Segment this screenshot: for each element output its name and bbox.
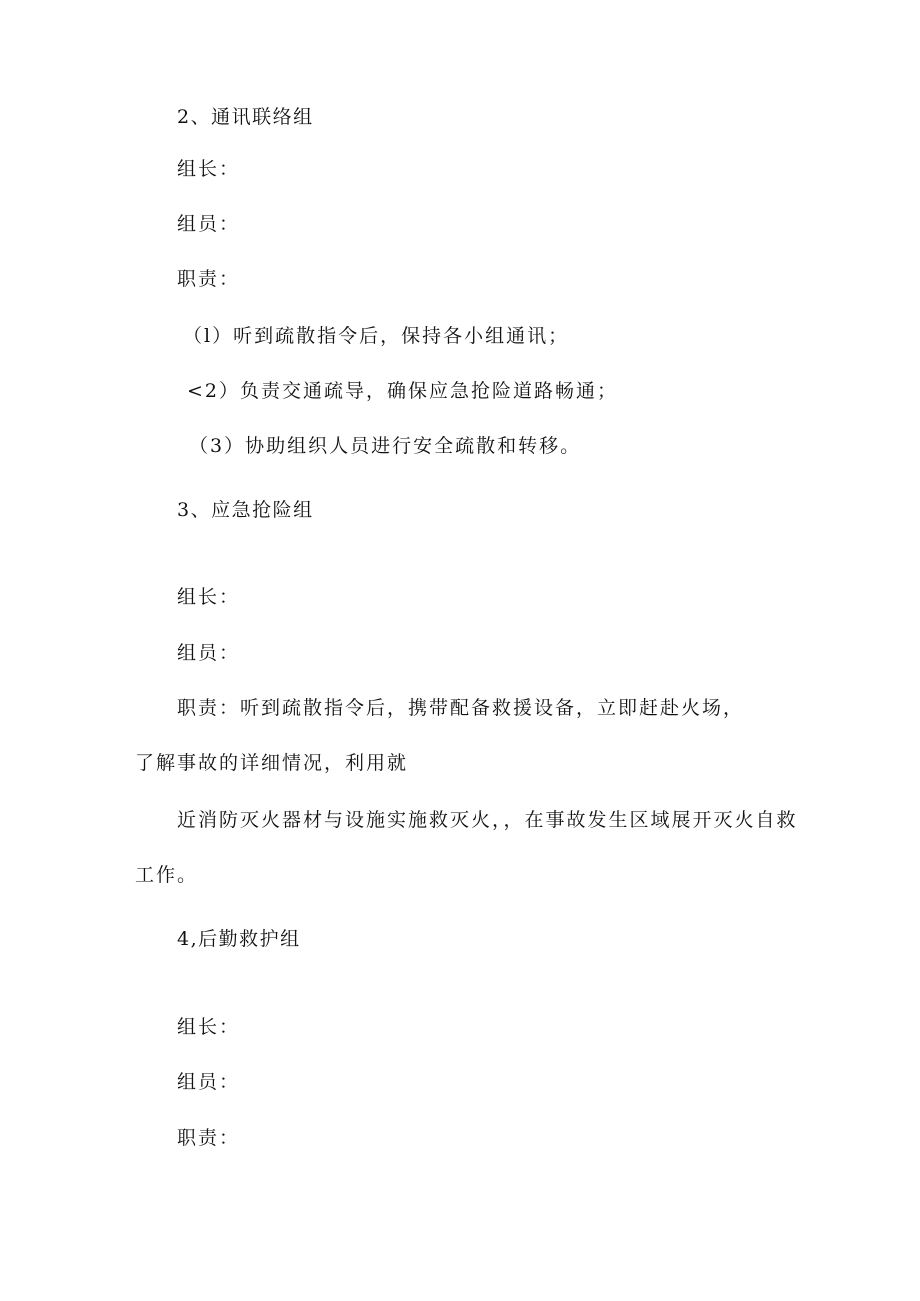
section-heading-communication: 2、通讯联络组 bbox=[177, 106, 314, 128]
members-label: 组员： bbox=[177, 213, 241, 235]
members-label: 组员： bbox=[177, 642, 241, 664]
duties-label: 职责： bbox=[177, 268, 241, 290]
duty-item: （l）听到疏散指令后，保持各小组通讯； bbox=[183, 325, 570, 347]
leader-label: 组长： bbox=[177, 158, 241, 180]
duties-text-line: 近消防灭火器材与设施实施救灭火，，在事故发生区域展开灭火自救 bbox=[177, 809, 798, 831]
duties-text-line: 了解事故的详细情况，利用就 bbox=[135, 752, 409, 774]
duty-item: <2）负责交通疏导，确保应急抢险道路畅通； bbox=[187, 380, 619, 402]
duties-text-line: 工作。 bbox=[135, 864, 199, 886]
leader-label: 组长： bbox=[177, 1016, 241, 1038]
duty-item: （3）协助组织人员进行安全疏散和转移。 bbox=[189, 435, 582, 457]
section-heading-logistics: 4,后勤救护组 bbox=[177, 928, 301, 950]
duties-label: 职责： bbox=[177, 1127, 241, 1149]
section-heading-emergency: 3、应急抢险组 bbox=[177, 499, 314, 521]
duties-text-line: 职责：听到疏散指令后，携带配备救援设备，立即赶赴火场， bbox=[177, 697, 745, 719]
members-label: 组员： bbox=[177, 1071, 241, 1093]
leader-label: 组长： bbox=[177, 586, 241, 608]
